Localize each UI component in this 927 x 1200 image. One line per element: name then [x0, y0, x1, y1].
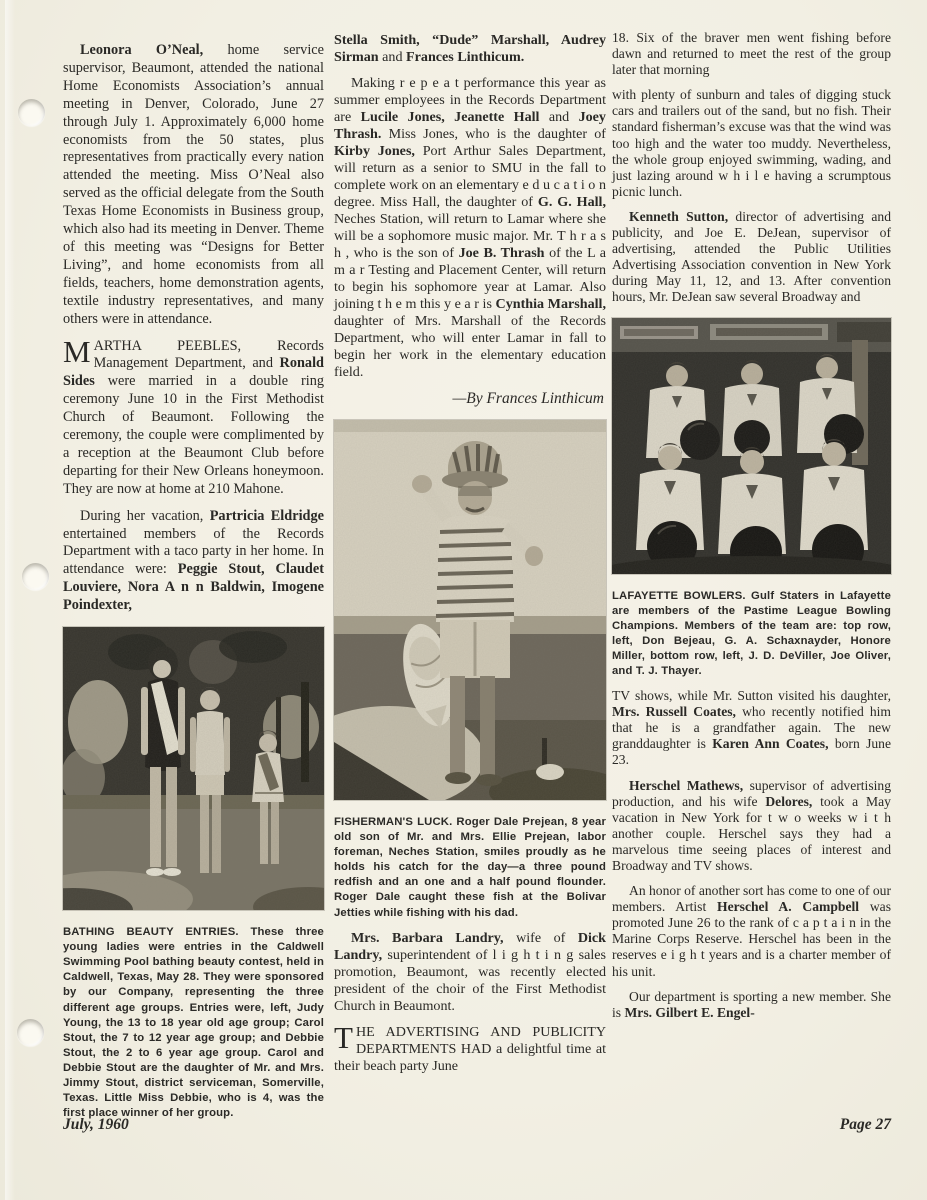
fisherman-photo-image: [334, 420, 606, 800]
paragraph: Herschel Mathews, supervisor of advertising production, and his wife Delores, took a May vacation in New York for t w o weeks w i t h another couple. Herschel says they had a marvelous time seeing places of interest and Broadway and TV shows.: [612, 777, 891, 873]
drop-cap: T: [334, 1019, 353, 1055]
page-edge-highlight: [5, 0, 15, 1200]
paragraph: Making r e p e a t performance this year as summer employees in the Records Department are Lucile Jones, Jeanette Hall and Joey Thrash. Miss Jones, who is the daughter of Kirby Jones, Port Arthur Sales Department, will return as a senior to SMU in the fall to complete work on an elementary e d u c a t i o n degree. Miss Hall, the daughter of G. G. Hall, Neches Station, will return to Lamar where she will be a sophomore music major. Mr. T h r a s h , who is the son of Joe B. Thrash of the L a m a r Testing and Placement Center, will return to begin his sophomore year at Lamar. Also joining t h e m this y e a r is Cynthia Marshall, daughter of Mrs. Marshall of the Records Department, who will enter Lamar in fall to begin her work in the elementary education field.: [334, 75, 606, 380]
bowlers-photo-image: [612, 318, 891, 574]
byline: —By Frances Linthicum: [452, 390, 604, 407]
bathing-beauty-photo: [63, 627, 324, 910]
paragraph: Our department is sporting a new member. She is Mrs. Gilbert E. Engel-: [612, 988, 891, 1020]
column-middle: [334, 32, 606, 1084]
photo-caption-bathing: BATHING BEAUTY ENTRIES. These three young ladies were entries in the Caldwell Swimming Pool bathing beauty contest, held in Caldwell, Texas, May 28. They were sponsored by our Company, representing the three different age groups. Entries were, left, Judy Young, the 13 to 18 year old age group; Carol Stout, the 7 to 12 year age group; and Debbie Stout, the 2 to 6 year age group. Carol and Debbie Stout are the daughter of Mr. and Mrs. Jimmy Stout, district serviceman, Somerville, Texas. Little Miss Debbie, who is 4, was the first place winner of her group.: [63, 926, 324, 1120]
drop-cap: M: [63, 333, 91, 369]
paragraph: Kenneth Sutton, director of advertising and publicity, and Joe E. DeJean, supervisor of advertising, attended the Public Utilities Advertising Association convention in New York during May 11, 12, and 13. After convention hours, Mr. DeJean saw several Broadway and: [612, 208, 891, 305]
column-right: [612, 30, 891, 1030]
left-column-text: [63, 42, 324, 615]
column-left: [63, 42, 324, 1130]
right-column-text-top: [612, 30, 891, 306]
paragraph: During her vacation, Partricia Eldridge entertained members of the Records Department with a taco party in her home. In attendance were: Peggie Stout, Claudet Louviere, Nora A n n Baldwin, Imogene Poindexter,: [63, 507, 324, 614]
bathing-beauty-photo-image: [63, 627, 324, 910]
middle-column-text-top: [334, 32, 606, 381]
paragraph: An honor of another sort has come to one of our members. Artist Herschel A. Campbell was promoted June 26 to the rank of c a p t a i n in the Marine Corps Reserve. Herschel has been in the reserves e i g h t years and is a charter member of his unit.: [612, 883, 891, 979]
page-footer: [63, 1116, 891, 1134]
paragraph: Leonora O’Neal, home service supervisor, Beaumont, attended the national Home Economists Association’s annual meeting in Denver, Colorado, June 27 through July 1. Approximately 6,000 home economists from the 50 states, plus representatives from practically every nation attended the meeting. Miss O’Neal also served as the official delegate from the South Texas Home Economists in Business group, which also had its meeting in Denver. Theme of this meeting was “Designs for Better Living”, and home economists from all fields, teachers, home demonstration agents, textile industry representatives, and many others were in attendance.: [63, 42, 324, 327]
footer-page-number: Page 27: [839, 1116, 891, 1133]
paragraph: MARTHA PEEBLES, Records Management Department, and Ronald Sides were married in a double ring ceremony June 10 in the First Methodist Church of Beaumont. Following the ceremony, the couple were complimented by a reception at the Beaumont Club before departing for their New Orleans honeymoon. They are now at home at 210 Mahone.: [63, 333, 324, 497]
bowlers-photo: [612, 318, 891, 574]
paragraph: 18. Six of the braver men went fishing before dawn and returned to meet the rest of the group later that morning: [612, 30, 891, 78]
paragraph: Stella Smith, “Dude” Marshall, Audrey Sirman and Frances Linthicum.: [334, 32, 606, 65]
footer-issue-date: July, 1960: [63, 1116, 129, 1133]
fisherman-photo: [334, 420, 606, 800]
punch-hole-middle: [22, 563, 49, 590]
paragraph: Mrs. Barbara Landry, wife of Dick Landry, superintendent of l i g h t i n g sales promotion, Beaumont, was recently elected president of the choir of the First Methodist Church in Beaumont.: [334, 929, 606, 1014]
photo-caption-fisherman: FISHERMAN'S LUCK. Roger Dale Prejean, 8 year old son of Mr. and Mrs. Ellie Prejean, labor foreman, Neches Station, smiles proudly as he holds his catch for the day—a three pound redfish and an one and a half pound flounder. Roger Dale caught these fish at the Bolivar Jetties while fishing with his dad.: [334, 816, 606, 919]
punch-hole-top: [18, 99, 45, 126]
right-column-text-bottom: [612, 688, 891, 1021]
paragraph: THE ADVERTISING AND PUBLICITY DEPARTMENTS HAD a delightful time at their beach party June: [334, 1019, 606, 1074]
paragraph: with plenty of sunburn and tales of digging stuck cars and trailers out of the sand, but no fish. Their standard fisherman’s excuse was that the wind was too high and the water too muddy. Nevertheless, the whole group enjoyed swimming, wading, and just lazing around w h i l e having a scrumptous picnic lunch.: [612, 87, 891, 199]
paragraph: TV shows, while Mr. Sutton visited his daughter, Mrs. Russell Coates, who recently notified him that he is a grandfather again. The new granddaughter is Karen Ann Coates, born June 23.: [612, 688, 891, 768]
middle-column-text-bottom: [334, 930, 606, 1075]
photo-caption-bowlers: LAFAYETTE BOWLERS. Gulf Staters in Lafayette are members of the Pastime League Bowling Champions. Members of the team are: top row, left, Don Bejeau, G. A. Schaxnayder, Honore Miller, bottom row, left, J. D. DeViller, Joe Oliver, and T. J. Thayer.: [612, 589, 891, 677]
punch-hole-bottom: [17, 1019, 44, 1046]
